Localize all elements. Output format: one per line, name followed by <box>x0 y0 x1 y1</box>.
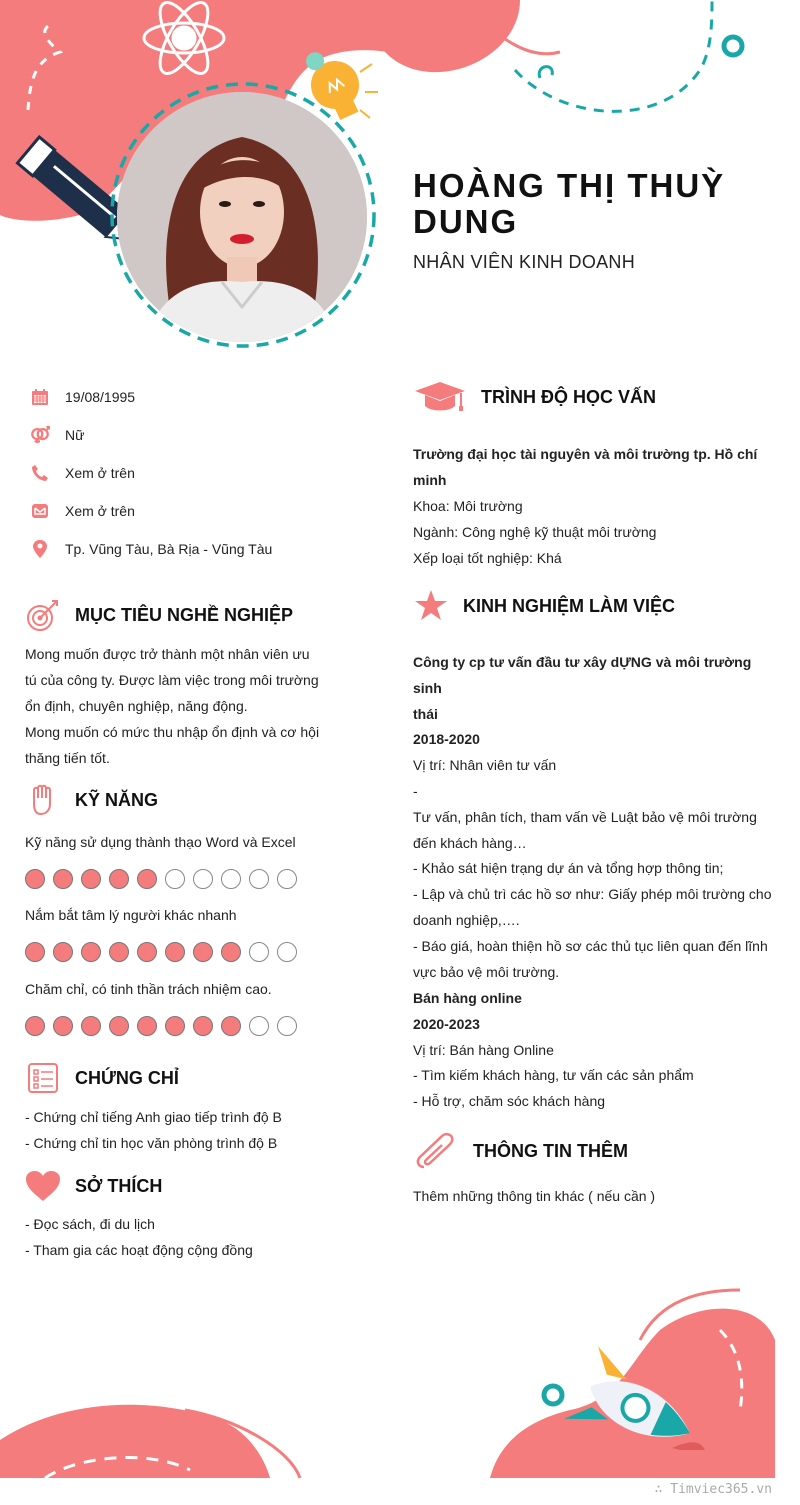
job-period: 2018-2020 <box>413 731 480 748</box>
experience-job <box>413 986 773 1115</box>
contact-address <box>30 537 272 561</box>
section-objective-header <box>25 597 293 633</box>
graduation-cap-icon <box>413 379 467 415</box>
section-experience-header <box>413 588 675 624</box>
company-name: Công ty cp tư vấn đầu tư xây dỰNG và môi trường sinh <box>413 654 752 696</box>
section-extra-header <box>413 1133 628 1169</box>
section-title: CHỨNG CHỈ <box>75 1067 179 1088</box>
objective-line: ổn định, chuyên nghiệp, năng động. <box>25 698 248 714</box>
certificate-item: - Chứng chỉ tiếng Anh giao tiếp trình độ B <box>25 1109 282 1125</box>
skill-label: Kỹ năng sử dụng thành thạo Word và Excel <box>25 834 296 850</box>
job-line: - Báo giá, hoàn thiện hồ sơ các thủ tục liên quan đến lĩnh <box>413 937 768 954</box>
paperclip-icon <box>413 1133 459 1169</box>
section-title: TRÌNH ĐỘ HỌC VẤN <box>481 386 656 407</box>
job-title: NHÂN VIÊN KINH DOANH <box>413 252 636 272</box>
job-line: - <box>413 782 418 799</box>
candidate-name: HOÀNG THỊ THUỲ DUNG <box>413 167 726 240</box>
rating-dot-empty <box>165 869 185 889</box>
target-icon <box>25 597 61 633</box>
objective-text <box>25 641 325 771</box>
watermark: ∴ Timviec365.vn <box>654 1482 772 1497</box>
birthdate-text: 19/08/1995 <box>65 389 136 405</box>
rating-dot-filled <box>53 869 73 889</box>
experience-job <box>413 650 773 985</box>
rating-dot-filled <box>109 869 129 889</box>
section-skills-header <box>25 782 158 818</box>
education-details <box>413 441 783 571</box>
section-title: MỤC TIÊU NGHỀ NGHIỆP <box>75 604 294 625</box>
section-education-header <box>413 379 656 415</box>
skill-rating <box>25 1016 305 1036</box>
skill-label: Nắm bắt tâm lý người khác nhanh <box>25 907 237 923</box>
profile-photo <box>117 92 367 342</box>
rating-dot-empty <box>249 1016 269 1036</box>
rating-dot-filled <box>221 942 241 962</box>
rating-dot-filled <box>25 869 45 889</box>
contact-email <box>30 499 135 523</box>
job-line: - Lập và chủ trì các hồ sơ như: Giấy phép môi trường cho <box>413 886 772 903</box>
hobby-item: - Đọc sách, đi du lịch <box>25 1216 155 1232</box>
objective-line: Mong muốn có mức thu nhập ổn định và cơ hội <box>25 724 320 740</box>
address-text: Tp. Vũng Tàu, Bà Rịa - Vũng Tàu <box>65 541 273 557</box>
avatar <box>117 92 367 342</box>
section-title: THÔNG TIN THÊM <box>473 1140 628 1161</box>
contact-phone <box>30 461 135 485</box>
section-title: KỸ NĂNG <box>75 789 159 810</box>
rating-dot-filled <box>81 942 101 962</box>
rating-dot-filled <box>193 942 213 962</box>
rating-dot-empty <box>277 942 297 962</box>
certificates-list <box>25 1104 282 1156</box>
job-line: Vị trí: Nhân viên tư vấn <box>413 757 557 774</box>
checklist-icon <box>25 1060 61 1096</box>
job-line: Vị trí: Bán hàng Online <box>413 1041 554 1058</box>
rating-dot-filled <box>137 1016 157 1036</box>
phone-text: Xem ở trên <box>65 465 135 481</box>
hand-icon <box>25 782 61 818</box>
star-icon <box>413 588 449 624</box>
heart-icon <box>25 1168 61 1204</box>
rating-dot-filled <box>25 1016 45 1036</box>
extra-text: Thêm những thông tin khác ( nếu cần ) <box>413 1188 656 1204</box>
email-text: Xem ở trên <box>65 503 135 519</box>
education-line: Ngành: Công nghệ kỹ thuật môi trường <box>413 524 657 540</box>
job-line: Tư vấn, phân tích, tham vấn về Luật bảo vệ môi trường <box>413 808 757 825</box>
rating-dot-filled <box>25 942 45 962</box>
hobbies-list <box>25 1211 253 1263</box>
rating-dot-filled <box>109 1016 129 1036</box>
objective-line: tú của công ty. Được làm việc trong môi trường <box>25 672 319 688</box>
skill-rating <box>25 869 305 889</box>
section-title: KINH NGHIỆM LÀM VIỆC <box>463 595 676 616</box>
objective-line: thăng tiến tốt. <box>25 750 110 766</box>
rating-dot-filled <box>165 1016 185 1036</box>
contact-gender <box>30 423 84 447</box>
job-line: vực bảo vệ môi trường. <box>413 963 560 980</box>
hobby-item: - Tham gia các hoạt động cộng đồng <box>25 1242 253 1258</box>
job-period: 2020-2023 <box>413 1015 480 1032</box>
rating-dot-empty <box>249 942 269 962</box>
rating-dot-filled <box>53 1016 73 1036</box>
certificate-item: - Chứng chỉ tin học văn phòng trình độ B <box>25 1135 278 1151</box>
phone-icon <box>30 463 50 483</box>
rating-dot-empty <box>277 869 297 889</box>
school-name: Trường đại học tài nguyên và môi trường tp. Hồ chí minh <box>413 446 758 488</box>
company-name: thái <box>413 705 438 722</box>
rating-dot-empty <box>193 869 213 889</box>
job-line: - Tìm kiếm khách hàng, tư vấn các sản phẩm <box>413 1067 694 1084</box>
rating-dot-filled <box>165 942 185 962</box>
section-hobbies-header <box>25 1168 162 1204</box>
rating-dot-filled <box>81 869 101 889</box>
contact-birthdate <box>30 385 135 409</box>
job-line: đến khách hàng… <box>413 834 527 851</box>
location-icon <box>30 539 50 559</box>
section-certificates-header <box>25 1060 179 1096</box>
rating-dot-filled <box>193 1016 213 1036</box>
job-line: doanh nghiệp,…. <box>413 911 520 928</box>
rating-dot-empty <box>249 869 269 889</box>
objective-line: Mong muốn được trở thành một nhân viên ưu <box>25 646 310 662</box>
education-line: Khoa: Môi trường <box>413 498 523 514</box>
email-icon <box>30 501 50 521</box>
skill-rating <box>25 942 305 962</box>
calendar-icon <box>30 387 50 407</box>
rating-dot-filled <box>137 869 157 889</box>
gender-text: Nữ <box>65 427 85 443</box>
skill-label: Chăm chỉ, có tinh thần trách nhiệm cao. <box>25 981 272 997</box>
company-name: Bán hàng online <box>413 990 522 1006</box>
rating-dot-filled <box>137 942 157 962</box>
rating-dot-empty <box>277 1016 297 1036</box>
rating-dot-filled <box>109 942 129 962</box>
rating-dot-filled <box>53 942 73 962</box>
rating-dot-filled <box>221 1016 241 1036</box>
education-line: Xếp loại tốt nghiệp: Khá <box>413 550 562 566</box>
section-title: SỞ THÍCH <box>75 1175 163 1196</box>
rating-dot-filled <box>81 1016 101 1036</box>
job-line: - Hỗ trợ, chăm sóc khách hàng <box>413 1093 606 1110</box>
gender-icon <box>30 425 50 445</box>
job-line: - Khảo sát hiện trạng dự án và tổng hợp thông tin; <box>413 860 724 877</box>
rating-dot-empty <box>221 869 241 889</box>
